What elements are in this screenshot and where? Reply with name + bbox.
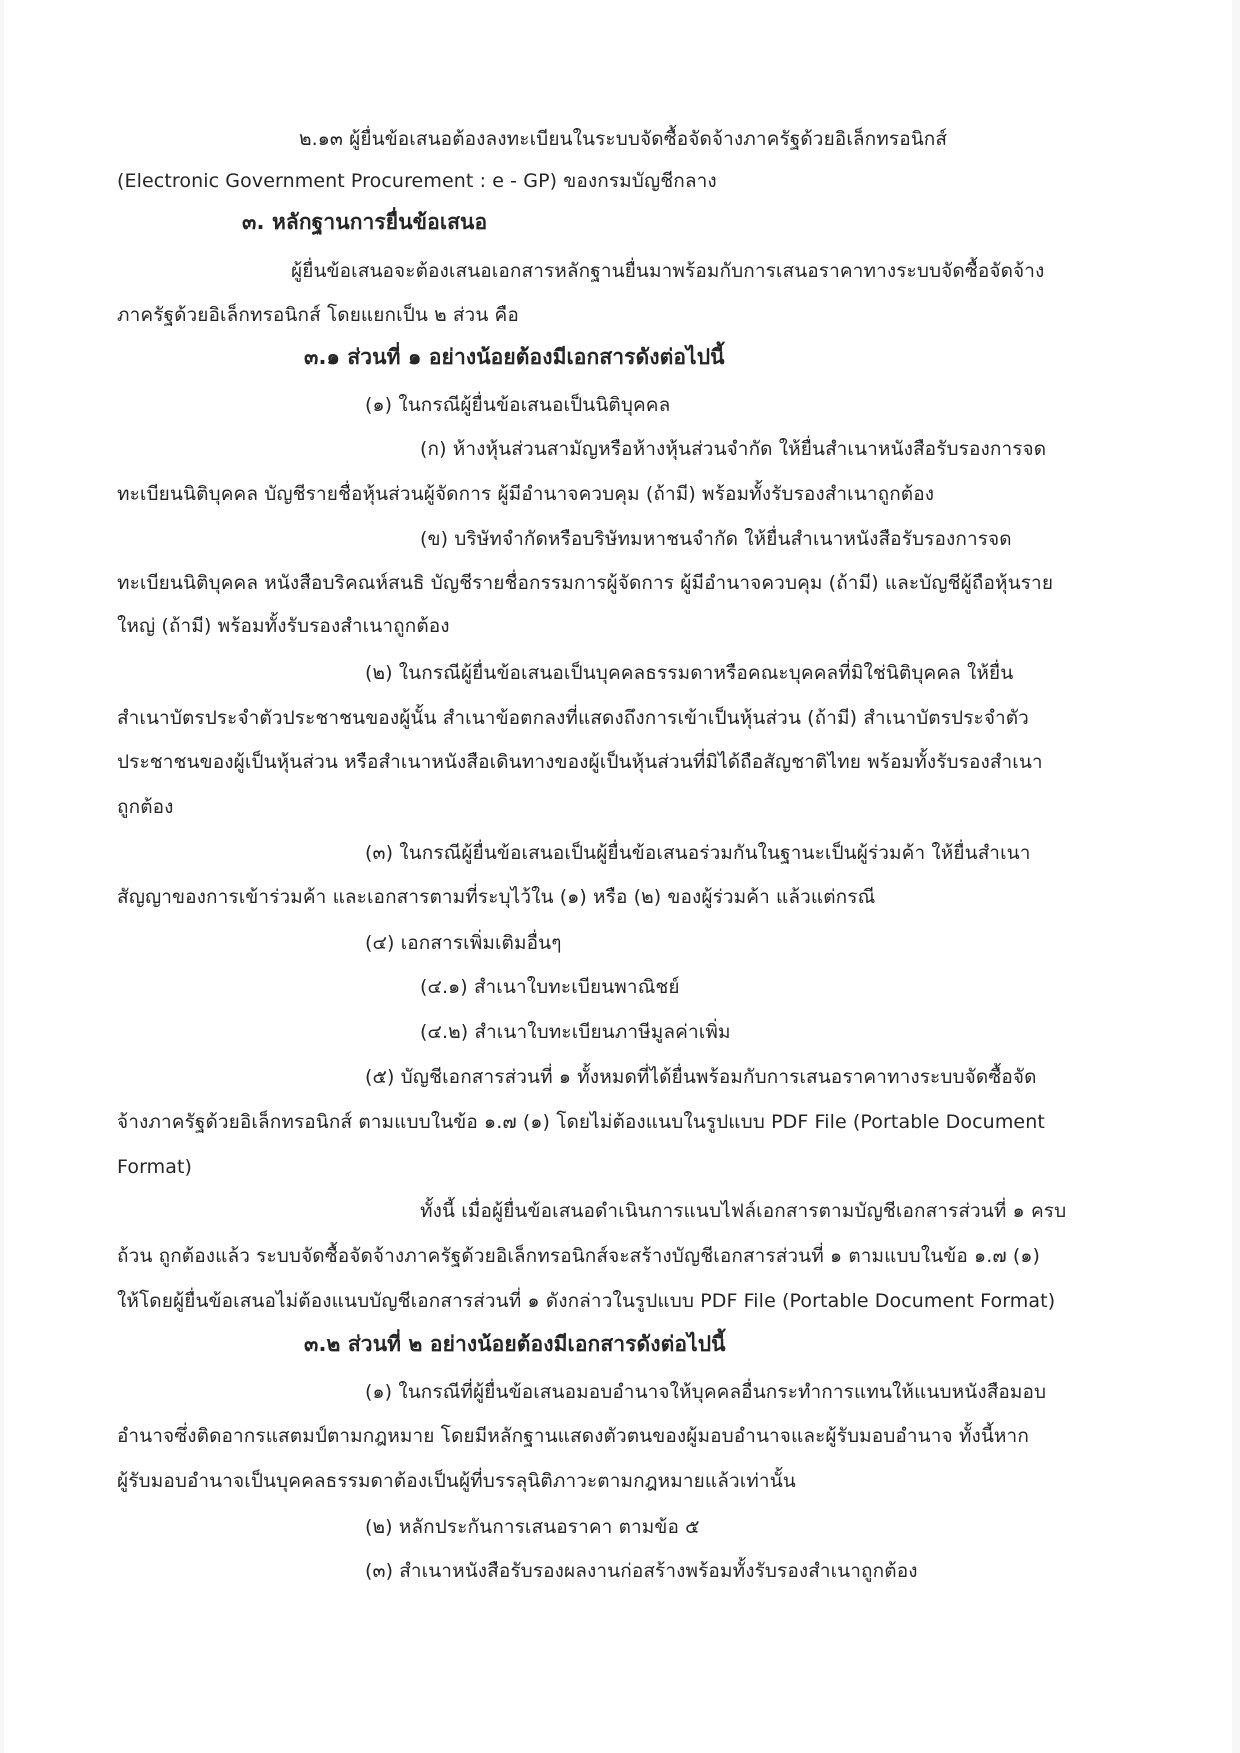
item-3-2-1: (๑) ในกรณีที่ผู้ยื่นข้อเสนอมอบอำนาจให้บุคคลอื่นกระทำการแทนให้แนบหนังสือมอบ [365,1381,1047,1403]
item-3-2-1-cont1: อำนาจซึ่งติดอากรแสตมป์ตามกฎหมาย โดยมีหลักฐานแสดงตัวตนของผู้มอบอำนาจและผู้รับมอบอำนาจ ทั้งนี้หาก [117,1425,1029,1447]
item-3-1-5: (๕) บัญชีเอกสารส่วนที่ ๑ ทั้งหมดที่ได้ยื่นพร้อมกับการเสนอราคาทางระบบจัดซื้อจัด [365,1066,1037,1088]
document-page [4,0,1232,1753]
section-3-intro-cont: ภาครัฐด้วยอิเล็กทรอนิกส์ โดยแยกเป็น ๒ ส่วน คือ [117,304,519,326]
section-3-2-heading: ๓.๒ ส่วนที่ ๒ อย่างน้อยต้องมีเอกสารดังต่อไปนี้ [304,1332,726,1356]
item-3-1-1-b-cont1: ทะเบียนนิติบุคคล หนังสือบริคณห์สนธิ บัญชีรายชื่อกรรมการผู้จัดการ ผู้มีอำนาจควบคุม (ถ้ามี) และบัญชีผู้ถือหุ้นราย [117,572,1054,594]
note-paragraph-cont2: ให้โดยผู้ยื่นข้อเสนอไม่ต้องแนบบัญชีเอกสารส่วนที่ ๑ ดังกล่าวในรูปแบบ PDF File (Portable Document Format) [117,1290,1056,1312]
item-3-1-3-cont: สัญญาของการเข้าร่วมค้า และเอกสารตามที่ระบุไว้ใน (๑) หรือ (๒) ของผู้ร่วมค้า แล้วแต่กรณี [117,886,876,908]
item-3-1-1-b: (ข) บริษัทจำกัดหรือบริษัทมหาชนจำกัด ให้ยื่นสำเนาหนังสือรับรองการจด [420,528,1012,550]
item-3-1-2-cont1: สำเนาบัตรประจำตัวประชาชนของผู้นั้น สำเนาข้อตกลงที่แสดงถึงการเข้าเป็นหุ้นส่วน (ถ้ามี) สำเนาบัตรประจำตัว [117,707,1029,729]
item-3-1-5-cont1: จ้างภาครัฐด้วยอิเล็กทรอนิกส์ ตามแบบในข้อ ๑.๗ (๑) โดยไม่ต้องแนบในรูปแบบ PDF File (Portable Document [117,1111,1045,1133]
clause-2-13: ๒.๑๓ ผู้ยื่นข้อเสนอต้องลงทะเบียนในระบบจัดซื้อจัดจ้างภาครัฐด้วยอิเล็กทรอนิกส์ [299,128,948,150]
item-3-1-2: (๒) ในกรณีผู้ยื่นข้อเสนอเป็นบุคคลธรรมดาหรือคณะบุคคลที่มิใช่นิติบุคคล ให้ยื่น [365,662,1014,684]
item-3-1-1-a-cont: ทะเบียนนิติบุคคล บัญชีรายชื่อหุ้นส่วนผู้จัดการ ผู้มีอำนาจควบคุม (ถ้ามี) พร้อมทั้งรับรองสำเนาถูกต้อง [117,483,935,505]
note-paragraph: ทั้งนี้ เมื่อผู้ยื่นข้อเสนอดำเนินการแนบไฟล์เอกสารตามบัญชีเอกสารส่วนที่ ๑ ครบ [420,1200,1067,1222]
note-paragraph-cont1: ถ้วน ถูกต้องแล้ว ระบบจัดซื้อจัดจ้างภาครัฐด้วยอิเล็กทรอนิกส์จะสร้างบัญชีเอกสารส่วนที่ ๑ ตามแบบในข้อ ๑.๗ (๑) [117,1245,1041,1267]
item-3-1-4-2: (๔.๒) สำเนาใบทะเบียนภาษีมูลค่าเพิ่ม [420,1021,731,1043]
item-3-2-2: (๒) หลักประกันการเสนอราคา ตามข้อ ๕ [365,1516,700,1538]
section-3-1-heading: ๓.๑ ส่วนที่ ๑ อย่างน้อยต้องมีเอกสารดังต่อไปนี้ [304,345,725,369]
item-3-1-2-cont3: ถูกต้อง [117,796,174,818]
item-3-2-3: (๓) สำเนาหนังสือรับรองผลงานก่อสร้างพร้อมทั้งรับรองสำเนาถูกต้อง [365,1560,918,1582]
item-3-1-2-cont2: ประชาชนของผู้เป็นหุ้นส่วน หรือสำเนาหนังสือเดินทางของผู้เป็นหุ้นส่วนที่มิได้ถือสัญชาติไทย พร้อมทั้งรับรองสำเนา [117,751,1043,773]
section-3-intro: ผู้ยื่นข้อเสนอจะต้องเสนอเอกสารหลักฐานยื่นมาพร้อมกับการเสนอราคาทางระบบจัดซื้อจัดจ้าง [291,260,1045,282]
clause-2-13-cont: (Electronic Government Procurement : e - GP) ของกรมบัญชีกลาง [117,170,717,192]
item-3-1-1-a: (ก) ห้างหุ้นส่วนสามัญหรือห้างหุ้นส่วนจำกัด ให้ยื่นสำเนาหนังสือรับรองการจด [420,438,1047,460]
item-3-1-5-cont2: Format) [117,1156,193,1178]
section-3-heading: ๓. หลักฐานการยื่นข้อเสนอ [242,210,488,234]
item-3-1-3: (๓) ในกรณีผู้ยื่นข้อเสนอเป็นผู้ยื่นข้อเสนอร่วมกันในฐานะเป็นผู้ร่วมค้า ให้ยื่นสำเนา [365,842,1031,864]
item-3-1-4: (๔) เอกสารเพิ่มเติมอื่นๆ [365,932,562,954]
item-3-1-4-1: (๔.๑) สำเนาใบทะเบียนพาณิชย์ [420,976,680,998]
item-3-1-1-b-cont2: ใหญ่ (ถ้ามี) พร้อมทั้งรับรองสำเนาถูกต้อง [117,615,450,637]
item-3-1-1: (๑) ในกรณีผู้ยื่นข้อเสนอเป็นนิติบุคคล [365,394,671,416]
item-3-2-1-cont2: ผู้รับมอบอำนาจเป็นบุคคลธรรมดาต้องเป็นผู้ที่บรรลุนิติภาวะตามกฎหมายแล้วเท่านั้น [117,1470,796,1492]
